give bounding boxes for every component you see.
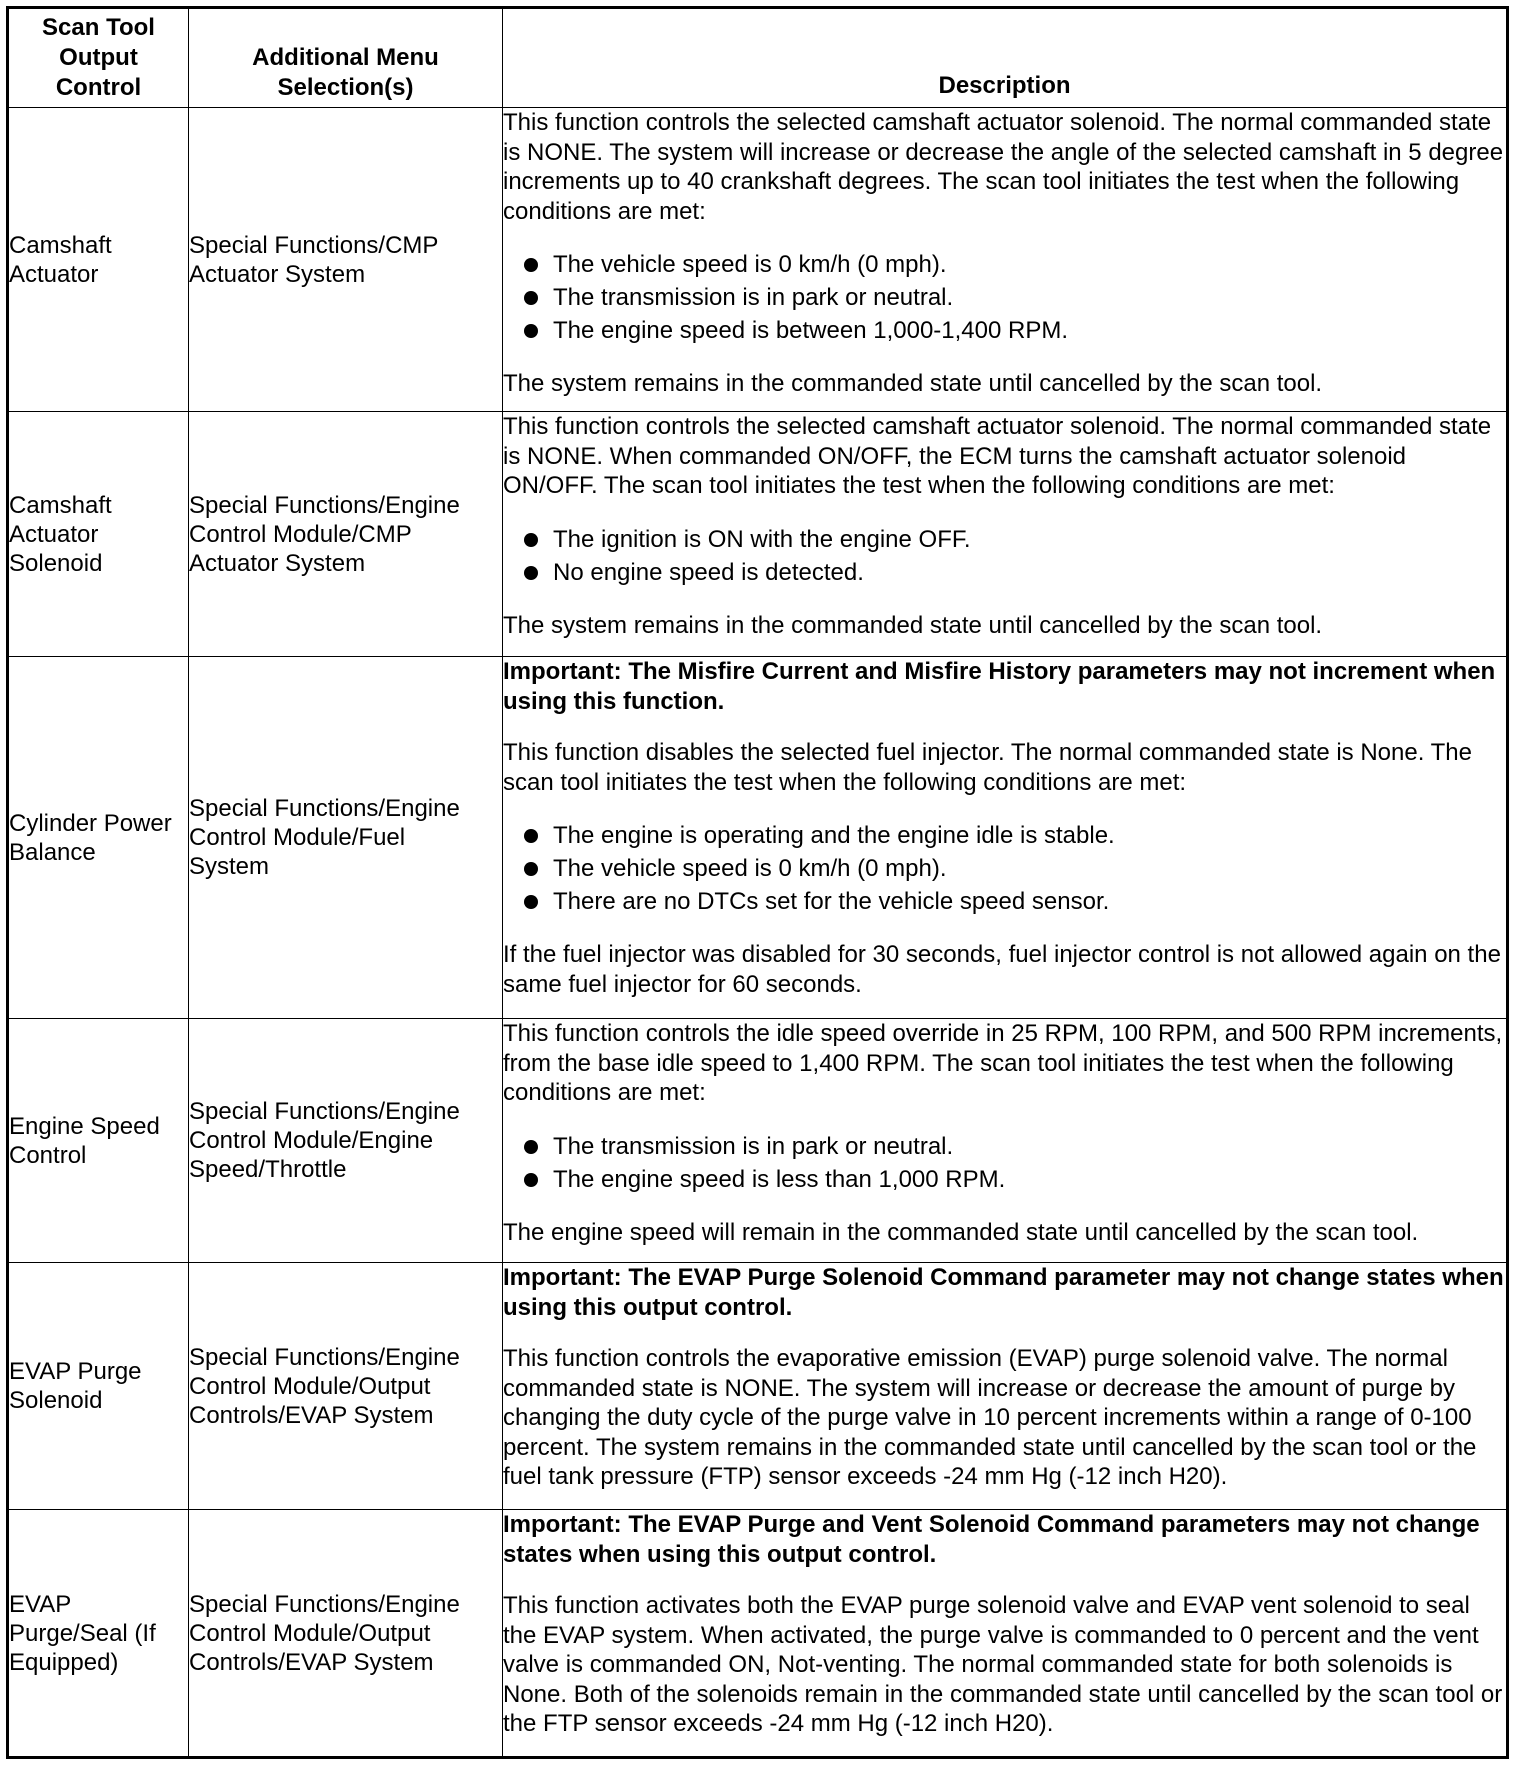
menu-line: Control Module/Output bbox=[189, 1619, 431, 1647]
name-line: EVAP bbox=[9, 1590, 72, 1618]
name-line: Equipped) bbox=[9, 1648, 119, 1676]
menu-selection bbox=[189, 108, 503, 412]
menu-selection bbox=[189, 412, 503, 657]
description-closing: If the fuel injector was disabled for 30 seconds, fuel injector control is not allowed again on the same fuel injector for 60 seconds. bbox=[503, 941, 1501, 998]
menu-selection bbox=[189, 657, 503, 1019]
menu-line: Actuator System bbox=[189, 549, 366, 577]
description-cell bbox=[503, 1263, 1508, 1510]
list-item bbox=[503, 556, 1506, 589]
bullet-dot-icon bbox=[524, 324, 538, 338]
name-line: Actuator bbox=[9, 520, 99, 548]
menu-line: Special Functions/Engine bbox=[189, 795, 460, 822]
condition-text: The vehicle speed is 0 km/h (0 mph). bbox=[553, 251, 947, 278]
description-intro: This function activates both the EVAP purge solenoid valve and EVAP vent solenoid to seal the EVAP system. When activated, the purge valve is commanded to 0 percent and the vent valve is commanded ON, Not-venting. The normal commanded state for both solenoids is None. Both of the solenoids remain in the commanded state until cancelled by the scan tool or the FTP sensor exceeds -24 mm Hg (-12 inch H20). bbox=[503, 1592, 1503, 1737]
menu-selection bbox=[189, 1510, 503, 1758]
header-col3-label: Description bbox=[938, 72, 1071, 99]
table-row-camshaft-actuator bbox=[8, 108, 1508, 412]
bullet-dot-icon bbox=[524, 566, 538, 580]
list-item bbox=[503, 314, 1506, 347]
list-item bbox=[503, 885, 1506, 918]
condition-text: The transmission is in park or neutral. bbox=[553, 284, 954, 311]
bullet-dot-icon bbox=[524, 829, 538, 843]
important-note: Important: The EVAP Purge and Vent Solenoid Command parameters may not change states when using this output control. bbox=[503, 1511, 1480, 1568]
menu-selection bbox=[189, 1263, 503, 1510]
menu-line: System bbox=[189, 853, 270, 880]
menu-line: Control Module/Fuel bbox=[189, 824, 406, 851]
bullet-dot-icon bbox=[524, 1140, 538, 1154]
menu-line: Speed/Throttle bbox=[189, 1156, 347, 1183]
list-item bbox=[503, 523, 1506, 556]
description-closing: The engine speed will remain in the commanded state until cancelled by the scan tool. bbox=[503, 1218, 1419, 1246]
output-control-name bbox=[8, 657, 189, 1019]
menu-line: Special Functions/Engine bbox=[189, 1098, 460, 1125]
condition-text: The engine speed is less than 1,000 RPM. bbox=[553, 1165, 1006, 1193]
list-item bbox=[503, 819, 1506, 852]
header-col2-line: Selection(s) bbox=[277, 74, 414, 101]
list-item bbox=[503, 248, 1506, 281]
condition-text: The engine speed is between 1,000-1,400 RPM. bbox=[553, 317, 1069, 344]
name-line: EVAP Purge bbox=[9, 1358, 142, 1385]
list-item bbox=[503, 852, 1506, 885]
bullet-dot-icon bbox=[524, 862, 538, 876]
description-intro: This function controls the selected camshaft actuator solenoid. The normal commanded state is NONE. The system will increase or decrease the angle of the selected camshaft in 5 degree increments up to 40 crankshaft degrees. The scan tool initiates the test when the following conditions are met: bbox=[503, 109, 1504, 225]
name-line: Actuator bbox=[9, 260, 99, 288]
header-additional-menu-selections bbox=[189, 8, 503, 108]
name-line: Balance bbox=[9, 838, 96, 866]
description-closing: The system remains in the commanded state until cancelled by the scan tool. bbox=[503, 611, 1323, 639]
important-note: Important: The Misfire Current and Misfire History parameters may not increment when using this function. bbox=[503, 658, 1496, 715]
table-row-evap-purge-solenoid bbox=[8, 1263, 1508, 1510]
description-cell bbox=[503, 1510, 1508, 1758]
header-col2-line: Additional Menu bbox=[252, 44, 439, 71]
important-note: Important: The EVAP Purge Solenoid Command parameter may not change states when using this output control. bbox=[503, 1264, 1504, 1321]
bullet-dot-icon bbox=[524, 291, 538, 305]
name-line: Purge/Seal (If bbox=[9, 1619, 156, 1647]
output-control-name bbox=[8, 1019, 189, 1263]
menu-line: Special Functions/Engine bbox=[189, 491, 460, 519]
description-cell bbox=[503, 108, 1508, 412]
menu-line: Control Module/Output bbox=[189, 1372, 431, 1400]
list-item bbox=[503, 1163, 1506, 1196]
bullet-dot-icon bbox=[524, 533, 538, 547]
description-cell bbox=[503, 1019, 1508, 1263]
condition-list bbox=[503, 1130, 1506, 1196]
menu-line: Special Functions/Engine bbox=[189, 1343, 460, 1371]
condition-list bbox=[503, 819, 1506, 918]
condition-list bbox=[503, 248, 1506, 347]
header-col1-line: Control bbox=[55, 74, 142, 101]
menu-line: Control Module/CMP bbox=[189, 520, 412, 548]
condition-text: The engine is operating and the engine idle is stable. bbox=[553, 822, 1115, 849]
table-row-evap-purge-seal bbox=[8, 1510, 1508, 1758]
table-row-camshaft-actuator-solenoid bbox=[8, 412, 1508, 657]
header-row bbox=[8, 8, 1508, 108]
condition-text: No engine speed is detected. bbox=[553, 558, 864, 586]
list-item bbox=[503, 1130, 1506, 1163]
description-intro: This function controls the idle speed override in 25 RPM, 100 RPM, and 500 RPM increments, from the base idle speed to 1,400 RPM. The scan tool initiates the test when the following conditions are met: bbox=[503, 1020, 1503, 1106]
header-col1-line: Scan Tool bbox=[42, 14, 155, 41]
description-cell bbox=[503, 412, 1508, 657]
name-line: Cylinder Power bbox=[9, 809, 172, 837]
bullet-dot-icon bbox=[524, 258, 538, 272]
condition-text: The transmission is in park or neutral. bbox=[553, 1132, 954, 1160]
bullet-dot-icon bbox=[524, 895, 538, 909]
name-line: Engine Speed bbox=[9, 1112, 160, 1140]
condition-list bbox=[503, 523, 1506, 589]
menu-line: Controls/EVAP System bbox=[189, 1401, 434, 1429]
condition-text: The ignition is ON with the engine OFF. bbox=[553, 525, 971, 553]
list-item bbox=[503, 281, 1506, 314]
output-control-name bbox=[8, 1510, 189, 1758]
condition-text: There are no DTCs set for the vehicle speed sensor. bbox=[553, 888, 1110, 915]
description-intro: This function controls the selected camshaft actuator solenoid. The normal commanded state is NONE. When commanded ON/OFF, the ECM turns the camshaft actuator solenoid ON/OFF. The scan tool initiates the test when the following conditions are met: bbox=[503, 413, 1492, 499]
name-line: Camshaft bbox=[9, 491, 112, 519]
name-line: Solenoid bbox=[9, 1387, 103, 1414]
bullet-dot-icon bbox=[524, 1173, 538, 1187]
description-intro: This function disables the selected fuel injector. The normal commanded state is None. The scan tool initiates the test when the following conditions are met: bbox=[503, 739, 1472, 796]
output-control-name bbox=[8, 1263, 189, 1510]
name-line: Control bbox=[9, 1141, 87, 1169]
description-closing: The system remains in the commanded state until cancelled by the scan tool. bbox=[503, 370, 1323, 397]
name-line: Camshaft bbox=[9, 231, 112, 259]
table-row-cylinder-power-balance bbox=[8, 657, 1508, 1019]
condition-text: The vehicle speed is 0 km/h (0 mph). bbox=[553, 855, 947, 882]
menu-line: Special Functions/Engine bbox=[189, 1590, 460, 1618]
description-intro: This function controls the evaporative emission (EVAP) purge solenoid valve. The normal commanded state is NONE. The system will increase or decrease the amount of purge by changing the duty cycle of the purge valve in 10 percent increments within a range of 0-100 percent. The system remains in the commanded state until cancelled by the scan tool or the fuel tank pressure (FTP) sensor exceeds -24 mm Hg (-12 inch H20). bbox=[503, 1345, 1477, 1490]
output-control-name bbox=[8, 108, 189, 412]
output-control-table bbox=[6, 6, 1509, 1759]
menu-line: Controls/EVAP System bbox=[189, 1648, 434, 1676]
description-cell bbox=[503, 657, 1508, 1019]
output-control-name bbox=[8, 412, 189, 657]
header-description bbox=[503, 8, 1508, 108]
menu-line: Control Module/Engine bbox=[189, 1127, 434, 1154]
menu-line: Actuator System bbox=[189, 260, 366, 288]
menu-selection bbox=[189, 1019, 503, 1263]
header-scan-tool-output-control bbox=[8, 8, 189, 108]
menu-line: Special Functions/CMP bbox=[189, 231, 439, 259]
table-row-engine-speed-control bbox=[8, 1019, 1508, 1263]
name-line: Solenoid bbox=[9, 549, 103, 577]
header-col1-line: Output bbox=[59, 44, 138, 71]
